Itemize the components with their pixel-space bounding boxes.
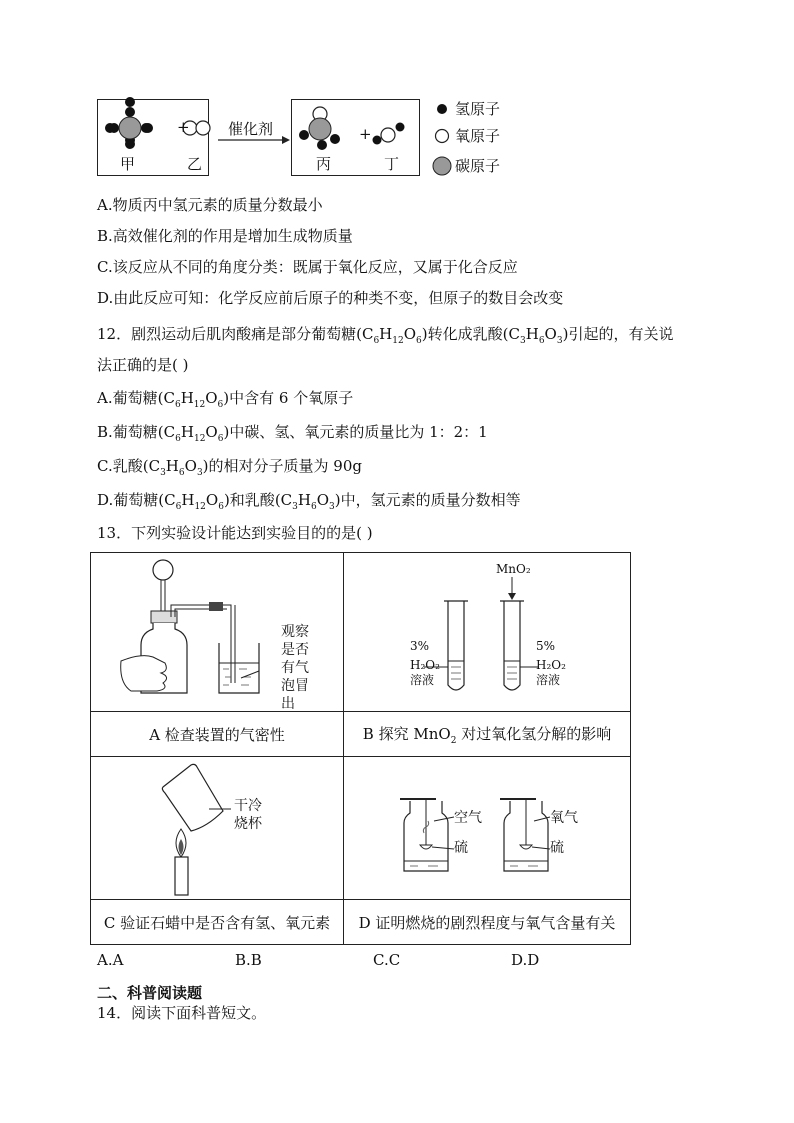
q13-answer-a: A.A: [97, 951, 124, 969]
q12-stem-line1: 12．剧烈运动后肌肉酸痛是部分葡萄糖$(C_6H_{12}O_6)$转化成乳酸$(C_3H_6O_3)$引起的，有关说: [97, 325, 674, 346]
cold-beaker-candle-icon: [91, 757, 343, 899]
label-ding: 丁: [384, 155, 400, 173]
fig-b-mno2: MnO₂: [496, 562, 531, 576]
fig-b-left-0: 3%: [410, 639, 430, 653]
caption-c: C 验证石蜡中是否含有氢、氧元素: [91, 900, 344, 945]
fig-a-text-2: 有气: [281, 660, 309, 676]
fig-b-left-2: 溶液: [410, 673, 435, 687]
fig-a-text-3: 泡冒: [281, 678, 309, 694]
cell-a-figure: [91, 553, 344, 712]
plus-sign-2: +: [359, 125, 372, 143]
q13-stem: 13．下列实验设计能达到实验目的的是( ): [97, 524, 373, 542]
fig-b-right-2: 溶液: [536, 673, 561, 687]
q13-answer-b: B.B: [235, 951, 262, 969]
catalyst-label: 催化剂: [228, 120, 274, 138]
cell-b-figure: [344, 553, 631, 712]
label-yi: 乙: [187, 155, 203, 173]
sulfur-combustion-jars-icon: [344, 757, 630, 899]
q13-answer-d: D.D: [511, 951, 540, 969]
fig-b-left-1: H₂O₂: [410, 658, 440, 672]
fig-b-right-1: H₂O₂: [536, 658, 566, 672]
q11-option-a: A.物质丙中氢元素的质量分数最小: [97, 196, 323, 214]
q12-option-c: C.乳酸$(C_3H_6O_3)$的相对分子质量为 90g: [97, 457, 362, 478]
fig-a-text-1: 是否: [281, 642, 309, 658]
q11-option-c: C.该反应从不同的角度分类：既属于氧化反应，又属于化合反应: [97, 258, 518, 276]
section-2-title: 二、科普阅读题: [97, 984, 203, 1002]
legend-hydrogen: 氢原子: [455, 100, 501, 118]
product-box: [291, 99, 420, 176]
fig-d-left-air: 空气: [454, 810, 482, 826]
fig-b-right-0: 5%: [536, 639, 556, 653]
test-tubes-icon: [344, 553, 630, 711]
fig-d-right-sulfur: 硫: [550, 840, 564, 856]
caption-b: B 探究 MnO$_2$ 对过氧化氢分解的影响: [344, 712, 631, 757]
legend-oxygen: 氧原子: [455, 127, 501, 145]
legend-carbon: 碳原子: [455, 157, 501, 175]
caption-a: A 检查装置的气密性: [91, 712, 344, 757]
cell-c-figure: [91, 757, 344, 900]
q14-stem: 14．阅读下面科普短文。: [97, 1004, 267, 1022]
cell-d-figure: [344, 757, 631, 900]
fig-c-text-0: 干冷: [234, 798, 262, 814]
fig-d-right-oxygen: 氧气: [550, 810, 578, 826]
caption-d: D 证明燃烧的剧烈程度与氧气含量有关: [344, 900, 631, 945]
label-jia: 甲: [120, 155, 136, 173]
q13-options-table: [90, 552, 631, 945]
label-bing: 丙: [316, 155, 332, 173]
q13-answer-c: C.C: [373, 951, 401, 969]
plus-sign-1: +: [177, 118, 190, 136]
fig-a-text-4: 出: [281, 696, 295, 712]
methane-molecule-icon: [105, 97, 153, 149]
q11-option-b: B.高效催化剂的作用是增加生成物质量: [97, 227, 353, 245]
q12-option-a: A.葡萄糖$(C_6H_{12}O_6)$中含有 6 个氧原子: [97, 389, 354, 410]
fig-c-text-1: 烧杯: [234, 816, 262, 832]
fig-a-text-0: 观察: [281, 624, 309, 640]
fig-d-left-sulfur: 硫: [454, 840, 468, 856]
q11-option-d: D.由此反应可知：化学反应前后原子的种类不变，但原子的数目会改变: [97, 289, 564, 307]
q12-option-b: B.葡萄糖$(C_6H_{12}O_6)$中碳、氢、氧元素的质量比为 1：2：1: [97, 423, 488, 444]
q12-option-d: D.葡萄糖$(C_6H_{12}O_6)$和乳酸$(C_3H_6O_3)$中，氢元素的质量分数相等: [97, 491, 521, 512]
q12-stem-line2: 法正确的是( ): [97, 356, 189, 374]
